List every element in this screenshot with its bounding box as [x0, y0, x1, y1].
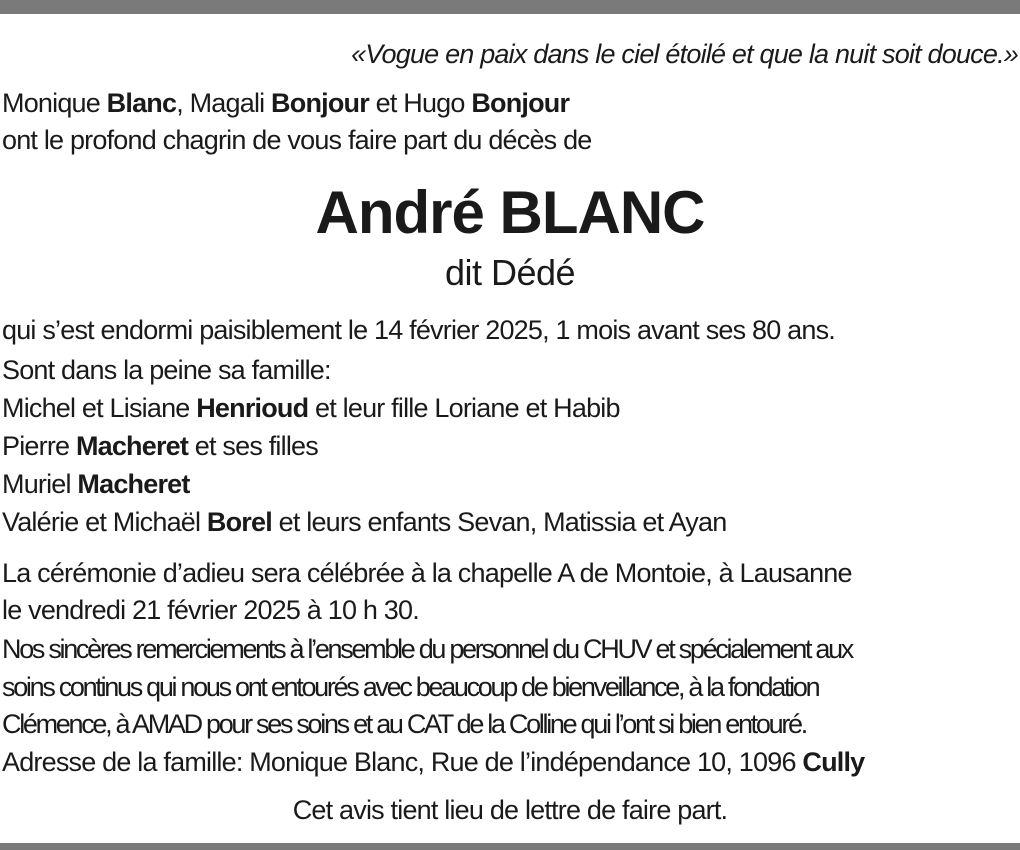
thanks-line: soins continus qui nous ont entourés avec beaucoup de bienveillance, à la fondation [2, 672, 819, 702]
family-text: Muriel [2, 469, 78, 499]
family-intro: Sont dans la peine sa famille: [2, 355, 331, 385]
family-surname: Macheret [77, 469, 190, 499]
family-line [2, 430, 1018, 462]
announcer-surname: Blanc [106, 88, 177, 118]
family-address [2, 746, 1018, 778]
family-text: Pierre [2, 431, 76, 461]
family-text: Michel et Lisiane [2, 393, 197, 423]
family-line [2, 506, 1018, 538]
ceremony-line: le vendredi 21 février 2025 à 10 h 30. [2, 595, 419, 625]
announcer-text: , Magali [176, 88, 272, 118]
deceased-name: André BLANC [315, 179, 705, 246]
intro-line: ont le profond chagrin de vous faire part du décès de [2, 125, 592, 155]
closing-line: Cet avis tient lieu de lettre de faire part. [292, 795, 728, 825]
family-text: Valérie et Michaël [2, 507, 207, 537]
family-surname: Macheret [75, 431, 189, 461]
announcer-surname: Bonjour [471, 88, 570, 118]
announcer-text: et Hugo [368, 88, 472, 118]
family-line [2, 392, 1018, 424]
thanks-line: Clémence, à AMAD pour ses soins et au CAT de la Colline qui l’ont si bien entouré. [2, 709, 806, 739]
ceremony-line: La cérémonie d’adieu sera célébrée à la chapelle A de Montoie, à Lausanne [2, 558, 852, 588]
announcer-text: Monique [2, 88, 107, 118]
death-line: qui s’est endormi paisiblement le 14 février 2025, 1 mois avant ses 80 ans. [2, 315, 835, 345]
family-line [2, 468, 1018, 500]
epigraph-quote: «Vogue en paix dans le ciel étoilé et que la nuit soit douce.» [351, 39, 1018, 69]
address-town: Cully [802, 747, 865, 777]
deceased-nickname: dit Dédé [444, 252, 576, 293]
family-surname: Henrioud [196, 393, 309, 423]
family-text: et leur fille Loriane et Habib [308, 393, 620, 423]
family-text: et leurs enfants Sevan, Matissia et Ayan [271, 507, 727, 537]
bottom-rule [0, 843, 1020, 850]
address-text: Adresse de la famille: Monique Blanc, Rue de l’indépendance 10, 1096 [2, 747, 803, 777]
top-rule [0, 0, 1020, 14]
family-surname: Borel [206, 507, 272, 537]
announcers-line [2, 87, 1018, 119]
family-text: et ses filles [188, 431, 318, 461]
announcer-surname: Bonjour [271, 88, 369, 118]
thanks-line: Nos sincères remerciements à l’ensemble du personnel du CHUV et spécialement aux [2, 634, 852, 664]
